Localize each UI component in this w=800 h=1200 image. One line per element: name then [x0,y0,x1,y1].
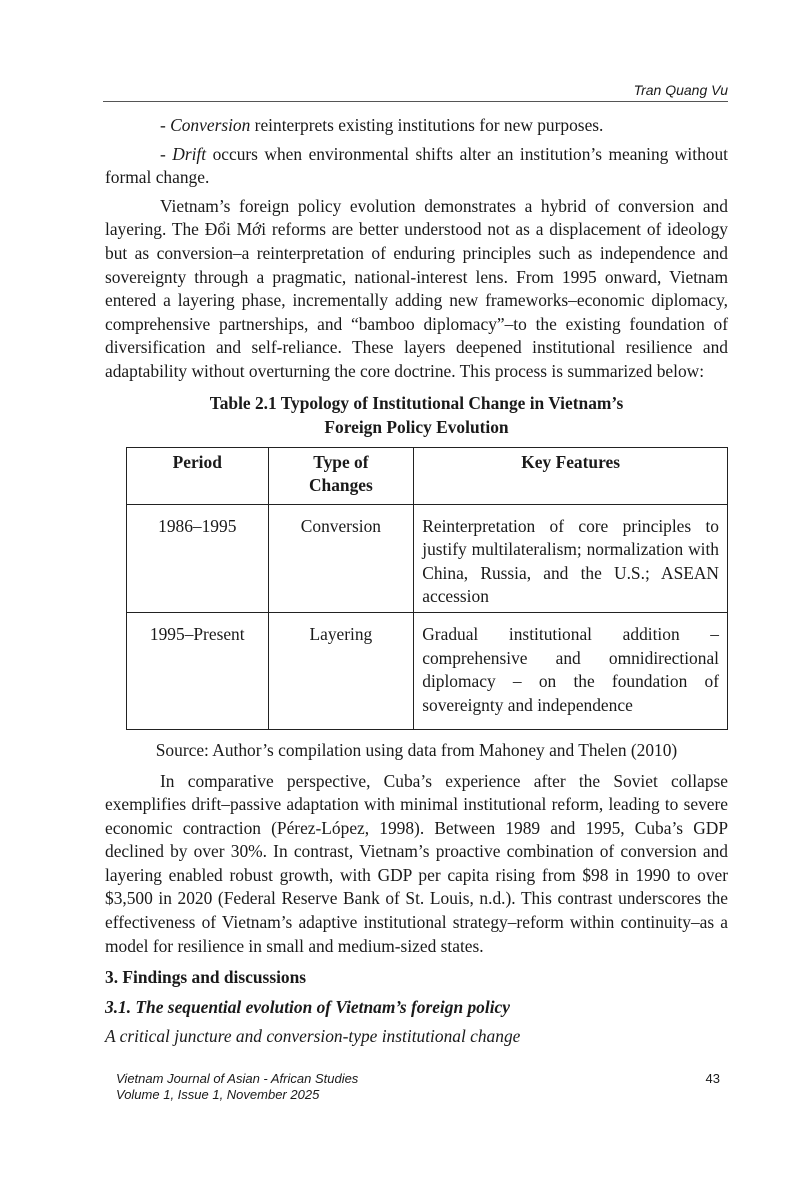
table-source-note: Source: Author’s compilation using data from Mahoney and Thelen (2010) [155,739,678,760]
body-text [105,114,728,1049]
cell-features: Reinterpretation of core principles to justify multilateralism; normalization with China, Russia, and the U.S.; ASEAN accession [414,504,728,612]
bullet-drift-text: occurs when environmental shifts alter an institution’s meaning without formal change. [105,143,728,188]
header-period: Period [127,447,269,504]
table-header-row [127,447,728,504]
page-number: 43 [705,1071,720,1086]
section-heading: 3. Findings and discussions [105,967,307,988]
journal-name: Vietnam Journal of Asian - African Studies [116,1071,359,1086]
table-row [127,612,728,729]
header-type-line2: Changes [308,475,373,496]
cell-type: Conversion [268,504,414,612]
bullet-drift: - Drift occurs when environmental shifts alter an institution’s meaning without formal change. [105,143,728,188]
term-drift: Drift [172,143,207,164]
header-rule [103,101,728,102]
bullet-conversion-text: reinterprets existing institutions for new purposes. [250,115,604,135]
header-type-of-changes [268,447,414,504]
cell-period: 1995–Present [127,612,269,729]
cell-period: 1986–1995 [127,504,269,612]
cell-type: Layering [268,612,414,729]
table-row [127,504,728,612]
header-key-features: Key Features [414,447,728,504]
term-conversion: Conversion [170,115,251,135]
paragraph-cuba-comparison: In comparative perspective, Cuba’s experience after the Soviet collapse exemplifies drift–passive adaptation with minimal institutional reform, leading to severe economic contraction (Pérez-López, 1998). Between 1989 and 1995, Cuba’s GDP declined by over 30%. In contrast, Vietnam’s proactive combination of conversion and layering enabled robust growth, with GDP per capita rising from $98 in 1990 to over $3,500 in 2020 (Federal Reserve Bank of St. Louis, n.d.). This contrast underscores the effectiveness of Vietnam’s adaptive institutional strategy–reform within continuity–as a model for resilience in small and medium-sized states. [105,770,728,956]
table-caption [105,391,728,439]
running-head-author: Tran Quang Vu [633,82,728,98]
table-caption-line1: Table 2.1 Typology of Institutional Change in Vietnam’s [209,392,624,413]
table-caption-line2: Foreign Policy Evolution [324,416,509,437]
italic-subheading: A critical juncture and conversion-type institutional change [105,1026,521,1047]
journal-volume: Volume 1, Issue 1, November 2025 [116,1087,320,1102]
bullet-conversion: - Conversion reinterprets existing institutions for new purposes. [160,115,604,135]
header-type-line1: Type of [313,451,369,472]
journal-footer [116,1071,358,1103]
cell-features: Gradual institutional addition – comprehensive and omnidirectional diplomacy – on the foundation of sovereignty and independence [414,612,728,729]
subsection-heading: 3.1. The sequential evolution of Vietnam’s foreign policy [105,996,510,1017]
paragraph-hybrid: Vietnam’s foreign policy evolution demonstrates a hybrid of conversion and layering. The Đổi Mới reforms are better understood not as a displacement of ideology but as conversion–a reinterpretation of enduring principles such as independence and sovereignty through a pragmatic, national-interest lens. From 1995 onward, Vietnam entered a layering phase, incrementally adding new frameworks–economic diplomacy, comprehensive partnerships, and “bamboo diplomacy”–to the existing foundation of diversification and self-reliance. These layers deepened institutional resilience and adaptability without overturning the core doctrine. This process is summarized below: [105,195,728,381]
typology-table [126,447,728,730]
